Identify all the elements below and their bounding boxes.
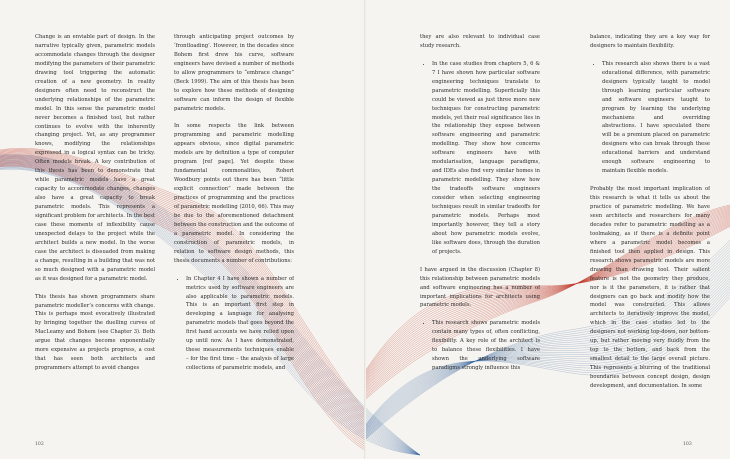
implication-list [420, 319, 540, 373]
paragraph: I have argued in the discussion (Chapter 8) this relationship between parametric models and software engineering has a number of important implications for architects using parametric models. [420, 266, 540, 309]
paragraph: In some respects the link between programming and parametric modelling appears obvious, since digital parametric models are by definition a type of computer program [ref page]. Yet despite these fundamental commonalities, Robert Woodbury points out there has been “little explicit connection” made between the practices of programming and the practices of parametric modelling (2010, 66). This may be due to the aforementioned detachment between the construction and the outcome of a parametric model. In considering the construction of parametric models, in relation to software design methods, this thesis documents a number of contributions: [174, 123, 294, 264]
paragraph: balance, indicating they are a key way for designers to maintain flexibility. [590, 34, 710, 49]
list-item: • This research also shows there is a vast educational difference, with parametric designers typically taught to model through learning particular software and software engineers taught to program by learning the underlying mechanisms and overriding abstractions. I have speculated there will be a premium placed on parametric designers who can break through these educational barriers and understand enough software engineering to maintain flexible models. [602, 60, 710, 176]
right-column-1 [420, 33, 540, 443]
list-item: • In Chapter 4 I have shown a number of metrics used by software engineers are also applicable to parametric models. This is an important first step in developing a language for analysing parametric models that goes beyond the first hand accounts we have relied upon up until now. As I have demonstrated, these measurements techniques enable – for the first time – the analysis of large collections of parametric models, and [186, 275, 294, 373]
left-column-1 [35, 33, 155, 443]
paragraph: through anticipating project outcomes by ‘frontloading’. However, in the decades since Bohem first drew his curve, software engineers have devised a number of methods to allow programmers to “embrace change” (Beck 1999). The aim of this thesis has been to explore how these methods of designing software can inform the design of flexible parametric models. [174, 34, 294, 112]
list-item: • This research shows parametric models contain many types of, often conflicting, flexibility. A key role of the architect is to balance these flexibilities. I have shown the underlying software paradigms strongly influence this [432, 319, 540, 373]
paragraph: they are also relevant to individual case study research. [420, 34, 540, 49]
left-column-2 [174, 33, 294, 443]
paragraph: Change is an enviable part of design. In the narrative typically given, parametric models accommodate changes through the designer modifying the parameters of their parametric drawing tool triggering the automatic creation of a new geometry. In reality designers often need to reconstruct the underlying relationships of the parametric model. In this sense the parametric model never becomes a finished tool, but rather continues to evolve with the inherently changing project. Yet, as any programmer knows, modifying the relationships expressed in a logical syntax can be tricky. Often models break. A key contribution of this thesis has been to demonstrate that while parametric models have a great capacity to accommodate changes, changes also have a great capacity to break parametric models. This represents a significant problem for architects. In the best case these moments of inflexibility cause unexpected delays to the project while the architect builds a new model. In the worse case the architect is dissuaded from making a change, resulting in a building that was not so much designed with a parametric model as it was designed for a parametric model. [35, 34, 155, 282]
right-column-2 [590, 33, 710, 443]
page-number: 102 [35, 442, 44, 447]
implication-list [590, 60, 710, 176]
contribution-list [174, 275, 294, 373]
paragraph: This thesis has shown programmers share parametric modeller’s concerns with change. This is perhaps most evocatively illustrated by bringing together the duelling curves of MacLeamy and Bohem (see Chapter 3). Both argue that changes become exponentially more expensive as projects progress, a cost that has seen both architects and programmers attempt to avoid changes [35, 293, 155, 372]
page-number: 103 [683, 442, 692, 447]
paragraph: Probably the most important implication of this research is what it tells us about the practice of parametric modelling. We have seen architects and researchers for many decades refer to parametric modelling as a toolmaking, as if there is a definite point where a parametric model becomes a finished tool then applied in design. This research shows parametric models are more drawing than drawing tool. Their salient feature is not the geometry they produce, nor is it the parameters, it is rather that designers can go back and modify how the model was constructed. This allows architects to iteratively improve the model, which in the case studies led to the designers not working top-down, nor bottom-up, but rather moving very fluidly from the top to the bottom, and back from the smallest detail to the large overall picture. This represents a blurring of the traditional boundaries between concept design, design development, and documentation. In some [590, 186, 710, 390]
right-page [365, 0, 730, 459]
contribution-list [420, 60, 540, 257]
list-item: • In the case studies from chapters 5, 6 & 7 I have shown how particular software engineering techniques translate to parametric modelling. Superficially this could be viewed as just three more new techniques for constructing parametric models, yet their real significance lies in the relationship they expose between software engineering and parametric modelling. They show how concerns software engineers have with modularisation, language paradigms, and IDEs also find very similar homes in parametric modelling. They show how the tradeoffs software engineers consider when selecting engineering techniques result in similar tradeoffs for parametric models. Perhaps most importantly however, they tell a story about how parametric models evolve, like software does, through the duration of projects. [432, 60, 540, 257]
